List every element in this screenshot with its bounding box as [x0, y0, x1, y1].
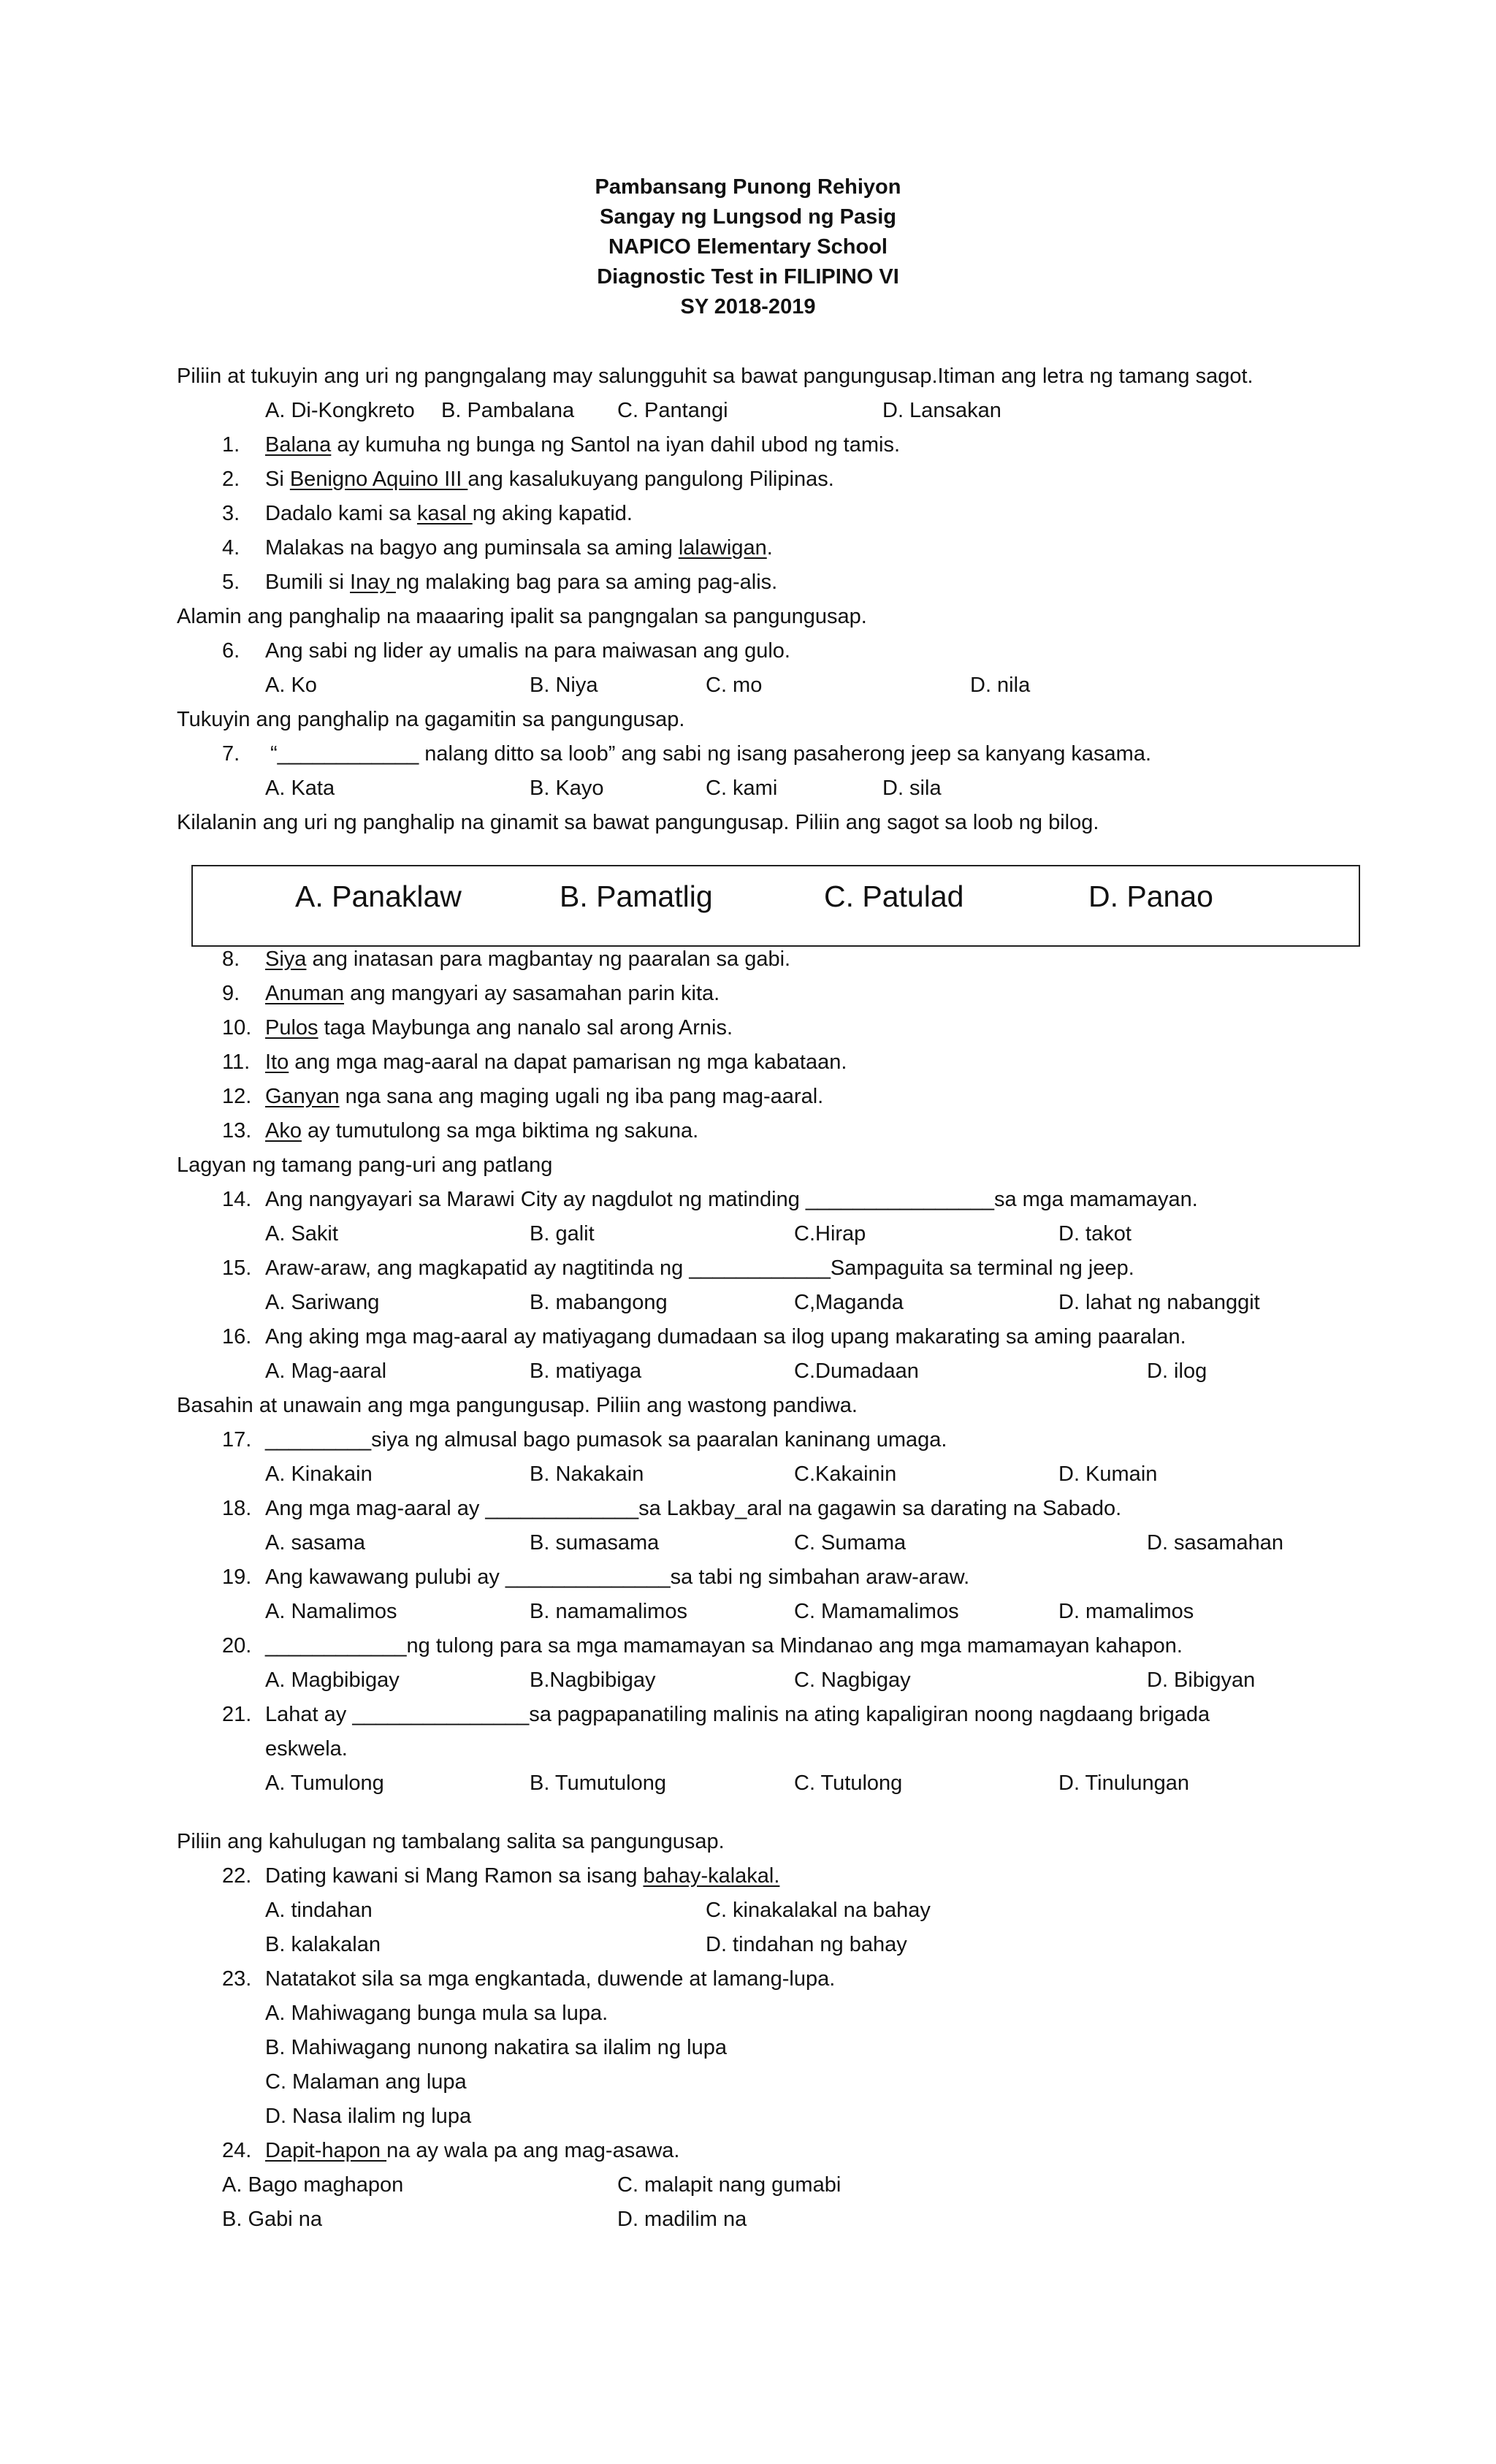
- answer-option-d: D. sila: [882, 777, 942, 800]
- section1-option-a: A. Di-Kongkreto: [265, 399, 415, 422]
- underlined-word: Dapit-hapon: [265, 2139, 387, 2162]
- question-number: 5.: [222, 571, 240, 594]
- underlined-word: kasal: [416, 502, 473, 525]
- answer-option-c: C.Hirap: [794, 1222, 866, 1246]
- underlined-word: bahay-kalakal.: [643, 1864, 780, 1888]
- question-20: ____________ng tulong para sa mga mamamayan sa Mindanao ang mga mamamayan kahapon.: [265, 1634, 1183, 1658]
- question-number: 6.: [222, 639, 240, 663]
- question-21: Lahat ay _______________sa pagpapanatiling malinis na ating kapaligiran noong nagdaang brigada: [265, 1703, 1210, 1726]
- answer-option-c: C. kami: [706, 777, 778, 800]
- question-text: ay kumuha ng bunga ng Santol na iyan dahil ubod ng tamis.: [331, 433, 901, 457]
- question-number: 8.: [222, 947, 240, 971]
- question-number: 20.: [222, 1634, 252, 1658]
- underlined-word: Pulos: [265, 1016, 318, 1040]
- underlined-word: Inay: [350, 571, 396, 594]
- question-text: na ay wala pa ang mag-asawa.: [386, 2139, 680, 2162]
- question-text: ang mga mag-aaral na dapat pamarisan ng mga kabataan.: [289, 1050, 847, 1074]
- question-23: Natatakot sila sa mga engkantada, duwende at lamang-lupa.: [265, 1967, 836, 1991]
- question-21-continued: eskwela.: [265, 1737, 348, 1761]
- section3-instruction: Tukuyin ang panghalip na gagamitin sa pangungusap.: [177, 708, 685, 731]
- section4-instruction: Kilalanin ang uri ng panghalip na ginamit sa bawat pangungusap. Piliin ang sagot sa loob ng bilog.: [177, 811, 1099, 834]
- section2-instruction: Alamin ang panghalip na maaaring ipalit sa pangngalan sa pangungusap.: [177, 605, 867, 628]
- question-text: ang mangyari ay sasamahan parin kita.: [344, 982, 720, 1005]
- answer-option-d: D. mamalimos: [1058, 1600, 1194, 1623]
- box-choice-c: C. Patulad: [824, 880, 964, 913]
- section1-option-b: B. Pambalana: [441, 399, 575, 422]
- question-17: _________siya ng almusal bago pumasok sa paaralan kaninang umaga.: [265, 1428, 947, 1452]
- answer-option-a: A. Kinakain: [265, 1462, 373, 1486]
- answer-option-b: B. sumasama: [530, 1531, 660, 1555]
- box-choice-b: B. Pamatlig: [560, 880, 713, 913]
- question-22: [265, 1859, 779, 1893]
- answer-option-a: A. Magbibigay: [265, 1668, 400, 1692]
- question-number: 19.: [222, 1565, 252, 1589]
- underlined-word: Benigno Aquino III: [289, 468, 468, 491]
- answer-option-b: B. Nakakain: [530, 1462, 644, 1486]
- answer-option-b: B.Nagbibigay: [530, 1668, 656, 1692]
- question-number: 10.: [222, 1016, 252, 1040]
- document-header: [0, 172, 1496, 322]
- question-2: [265, 462, 834, 497]
- question-number: 13.: [222, 1119, 252, 1143]
- answer-option-a: A. Sariwang: [265, 1291, 380, 1314]
- question-text: taga Maybunga ang nanalo sal arong Arnis.: [318, 1016, 733, 1040]
- question-number: 15.: [222, 1256, 252, 1280]
- question-number: 9.: [222, 982, 240, 1005]
- answer-option-b: B. Gabi na: [222, 2208, 323, 2231]
- answer-option-a: A. Sakit: [265, 1222, 338, 1246]
- question-14: Ang nangyayari sa Marawi City ay nagdulot ng matinding ________________sa mga mamamayan.: [265, 1188, 1198, 1211]
- section5-instruction: Lagyan ng tamang pang-uri ang patlang: [177, 1153, 553, 1177]
- question-number: 7.: [222, 742, 240, 766]
- question-24: [265, 2134, 679, 2168]
- question-11: [265, 1045, 847, 1080]
- answer-option-b: B. Tumutulong: [530, 1771, 666, 1795]
- answer-option-c: C. Mamamalimos: [794, 1600, 959, 1623]
- underlined-word: lalawigan: [678, 536, 767, 560]
- header-region: Pambansang Punong Rehiyon: [595, 175, 901, 199]
- answer-option-b: B. namamalimos: [530, 1600, 687, 1623]
- answer-option-d: D. sasamahan: [1147, 1531, 1283, 1555]
- question-number: 17.: [222, 1428, 252, 1452]
- box-choice-d: D. Panao: [1088, 880, 1213, 913]
- answer-option-a: A. Ko: [265, 674, 317, 697]
- question-19: Ang kawawang pulubi ay ______________sa tabi ng simbahan araw-araw.: [265, 1565, 970, 1589]
- question-text: ay tumutulong sa mga biktima ng sakuna.: [301, 1119, 699, 1143]
- question-number: 16.: [222, 1325, 252, 1349]
- question-text: Malakas na bagyo ang puminsala sa aming: [265, 536, 679, 560]
- answer-option-c: C. malapit nang gumabi: [617, 2173, 842, 2197]
- answer-option-b: B. galit: [530, 1222, 595, 1246]
- answer-option-a: A. sasama: [265, 1531, 365, 1555]
- answer-option-b: B. Kayo: [530, 777, 604, 800]
- answer-option-c: C. mo: [706, 674, 763, 697]
- question-3: [265, 497, 633, 531]
- answer-option-a: A. tindahan: [265, 1899, 373, 1922]
- question-number: 1.: [222, 433, 240, 457]
- answer-option-a: A. Kata: [265, 777, 335, 800]
- question-text: Bumili si: [265, 571, 351, 594]
- answer-option-d: D. Tinulungan: [1058, 1771, 1189, 1795]
- answer-option-d: D. Kumain: [1058, 1462, 1158, 1486]
- question-text: Si: [265, 468, 290, 491]
- question-text: ng aking kapatid.: [472, 502, 633, 525]
- box-choice-a: A. Panaklaw: [295, 880, 462, 913]
- question-12: [265, 1080, 823, 1114]
- answer-option-c: C. Tutulong: [794, 1771, 903, 1795]
- question-18: Ang mga mag-aaral ay _____________sa Lakbay_aral na gagawin sa darating na Sabado.: [265, 1497, 1122, 1520]
- question-number: 4.: [222, 536, 240, 560]
- answer-option-b: B. mabangong: [530, 1291, 668, 1314]
- underlined-word: Ito: [265, 1050, 289, 1074]
- question-9: [265, 977, 720, 1011]
- question-number: 23.: [222, 1967, 252, 1991]
- question-number: 21.: [222, 1703, 252, 1726]
- answer-option-b: B. kalakalan: [265, 1933, 381, 1956]
- answer-option-a: A. Mag-aaral: [265, 1359, 387, 1383]
- answer-option-d: D. nila: [970, 674, 1031, 697]
- answer-option-c: C.Kakainin: [794, 1462, 897, 1486]
- answer-option-b: B. matiyaga: [530, 1359, 642, 1383]
- answer-option-d: D. ilog: [1147, 1359, 1207, 1383]
- answer-option-c: C. Sumama: [794, 1531, 907, 1555]
- answer-option-c: C,Maganda: [794, 1291, 904, 1314]
- question-13: [265, 1114, 698, 1148]
- header-test-title: Diagnostic Test in FILIPINO VI: [597, 265, 899, 289]
- answer-option-a: A. Tumulong: [265, 1771, 384, 1795]
- question-4: [265, 531, 773, 565]
- question-7: “____________ nalang ditto sa loob” ang sabi ng isang pasaherong jeep sa kanyang kasama.: [270, 742, 1152, 766]
- answer-option-b: B. Mahiwagang nunong nakatira sa ilalim ng lupa: [265, 2036, 727, 2059]
- answer-option-a: A. Mahiwagang bunga mula sa lupa.: [265, 2002, 608, 2025]
- answer-option-d: D. Bibigyan: [1147, 1668, 1256, 1692]
- underlined-word: Ganyan: [265, 1085, 340, 1108]
- header-school-year: SY 2018-2019: [680, 295, 816, 319]
- answer-option-c: C. Nagbigay: [794, 1668, 911, 1692]
- underlined-word: Ako: [265, 1119, 302, 1143]
- question-1: [265, 428, 900, 462]
- section1-option-c: C. Pantangi: [617, 399, 728, 422]
- question-6: Ang sabi ng lider ay umalis na para maiwasan ang gulo.: [265, 639, 790, 663]
- question-5: [265, 565, 777, 600]
- question-number: 22.: [222, 1864, 252, 1888]
- underlined-word: Balana: [265, 433, 332, 457]
- question-number: 18.: [222, 1497, 252, 1520]
- answer-option-d: D. lahat ng nabanggit: [1058, 1291, 1260, 1314]
- section6-instruction: Basahin at unawain ang mga pangungusap. Piliin ang wastong pandiwa.: [177, 1394, 858, 1417]
- question-8: [265, 942, 790, 977]
- question-number: 12.: [222, 1085, 252, 1108]
- answer-option-d: D. tindahan ng bahay: [706, 1933, 907, 1956]
- question-text: ang kasalukuyang pangulong Pilipinas.: [468, 468, 834, 491]
- section7-instruction: Piliin ang kahulugan ng tambalang salita sa pangungusap.: [177, 1830, 725, 1853]
- header-school: NAPICO Elementary School: [608, 235, 888, 259]
- question-16: Ang aking mga mag-aaral ay matiyagang dumadaan sa ilog upang makarating sa aming paaralan.: [265, 1325, 1186, 1349]
- section1-option-d: D. Lansakan: [882, 399, 1001, 422]
- answer-option-c: C. Malaman ang lupa: [265, 2070, 467, 2094]
- question-15: Araw-araw, ang magkapatid ay nagtitinda ng ____________Sampaguita sa terminal ng jeep.: [265, 1256, 1134, 1280]
- question-text: nga sana ang maging ugali ng iba pang mag-aaral.: [339, 1085, 824, 1108]
- underlined-word: Anuman: [265, 982, 345, 1005]
- question-10: [265, 1011, 733, 1045]
- question-text: Dadalo kami sa: [265, 502, 417, 525]
- answer-option-d: D. takot: [1058, 1222, 1131, 1246]
- question-number: 24.: [222, 2139, 252, 2162]
- answer-option-b: B. Niya: [530, 674, 598, 697]
- underlined-word: Siya: [265, 947, 307, 971]
- answer-option-c: C. kinakalakal na bahay: [706, 1899, 931, 1922]
- question-text: ang inatasan para magbantay ng paaralan sa gabi.: [306, 947, 791, 971]
- question-number: 14.: [222, 1188, 252, 1211]
- section1-instruction: Piliin at tukuyin ang uri ng pangngalang may salungguhit sa bawat pangungusap.Itiman ang letra ng tamang sagot.: [177, 365, 1253, 388]
- answer-option-a: A. Bago maghapon: [222, 2173, 404, 2197]
- question-text: Dating kawani si Mang Ramon sa isang: [265, 1864, 644, 1888]
- question-number: 11.: [222, 1050, 251, 1074]
- answer-option-d: D. madilim na: [617, 2208, 747, 2231]
- answer-option-a: A. Namalimos: [265, 1600, 397, 1623]
- question-number: 2.: [222, 468, 240, 491]
- question-text: .: [766, 536, 773, 560]
- question-text: ng malaking bag para sa aming pag-alis.: [395, 571, 778, 594]
- question-number: 3.: [222, 502, 240, 525]
- answer-option-d: D. Nasa ilalim ng lupa: [265, 2105, 472, 2128]
- answer-option-c: C.Dumadaan: [794, 1359, 919, 1383]
- header-division: Sangay ng Lungsod ng Pasig: [599, 205, 897, 229]
